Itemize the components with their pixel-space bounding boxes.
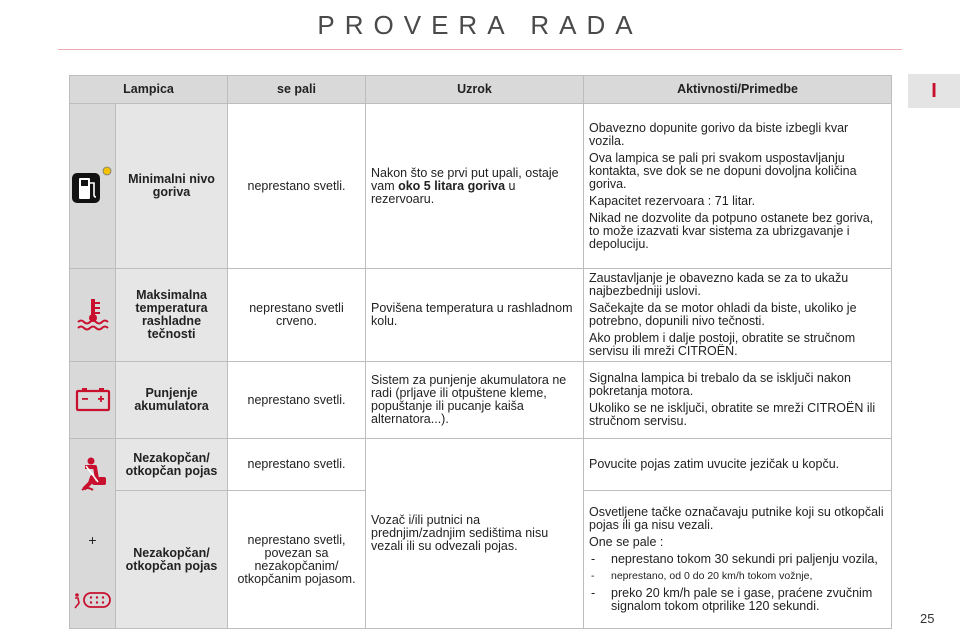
list-item: - neprestano tokom 30 sekundi pri paljenju vozila, [589, 553, 886, 566]
page-number: 25 [920, 611, 935, 626]
cause-text-end: u rezervoaru. [371, 178, 516, 206]
page-title: PROVERA RADA [317, 10, 643, 40]
lamp-when: neprestano svetli. [228, 439, 366, 491]
table-header-row [70, 76, 892, 104]
table-row [70, 269, 892, 362]
seatbelt-icon-cell [70, 439, 116, 629]
lamp-when: neprestano svetli. [228, 104, 366, 269]
action-paragraph: Obavezno dopunite gorivo da biste izbegli kvar vozila. [589, 120, 849, 148]
chapter-tab[interactable]: I [908, 74, 960, 108]
warning-lamps-table [69, 75, 892, 629]
coolant-icon-cell [70, 269, 116, 362]
table-row [70, 439, 892, 491]
seatbelt-icon [78, 457, 108, 491]
battery-icon-cell [70, 362, 116, 439]
action-paragraph: Sačekajte da se motor ohladi da biste, ukoliko je potrebno, dopunili nivo tečnosti. [589, 301, 857, 328]
action-paragraph: Signalna lampica bi trebalo da se isključi nakon pokretanja motora. [589, 371, 851, 398]
lamp-cause: Povišena temperatura u rashladnom kolu. [366, 269, 584, 362]
header-when: se pali [228, 76, 366, 104]
fuel-pump-icon [70, 165, 116, 205]
action-paragraph: Nikad ne dozvolite da potpuno ostanete bez goriva, to može izazvati kvar sistema za ubrizgavanje i depoluciju. [589, 210, 874, 251]
lamp-name: Nezakopčan/ otkopčan pojas [116, 439, 228, 491]
cause-text: Nakon što se prvi put upali, ostaje vam [371, 165, 559, 193]
plus-sign: + [88, 531, 97, 548]
lamp-cause: Sistem za punjenje akumulatora ne radi (prljave ili otpuštene kleme, popuštanje ili pucanje kaiša alternatora...). [366, 362, 584, 439]
lamp-when: neprestano svetli, povezan sa nezakopčanim/ otkopčanim pojasom. [228, 491, 366, 629]
lamp-cause [366, 104, 584, 269]
title-divider [58, 49, 902, 50]
header-lamp: Lampica [70, 76, 228, 104]
action-paragraph: One se pale : [589, 535, 664, 549]
coolant-temperature-icon [75, 297, 111, 331]
table-row [70, 362, 892, 439]
battery-icon [75, 386, 111, 412]
action-paragraph: Osvetljene tačke označavaju putnike koji su otkopčali pojas ili ga nisu vezali. [589, 505, 884, 532]
condition-list [589, 553, 886, 613]
lamp-when: neprestano svetli. [228, 362, 366, 439]
header-cause: Uzrok [366, 76, 584, 104]
lamp-actions [584, 104, 892, 269]
lamp-actions [584, 269, 892, 362]
action-paragraph: Kapacitet rezervoara : 71 litar. [589, 193, 756, 208]
lamp-actions [584, 491, 892, 629]
lamp-name: Maksimalna temperatura rashladne tečnosti [116, 269, 228, 362]
cause-bold-text: oko 5 litara goriva [398, 178, 506, 193]
list-item: - neprestano, od 0 do 20 km/h tokom vožnje, [589, 570, 886, 583]
lamp-name: Nezakopčan/ otkopčan pojas [116, 491, 228, 629]
fuel-icon-cell [70, 104, 116, 269]
lamp-cause: Vozač i/ili putnici na prednjim/zadnjim sedištima nisu vezali ili su odvezali pojas. [366, 439, 584, 629]
lamp-name: Minimalni nivo goriva [116, 104, 228, 269]
action-paragraph: Ova lampica se pali pri svakom uspostavljanju kontakta, sve dok se ne dopuni dovoljna količina goriva. [589, 150, 857, 191]
action-paragraph: Ako problem i dalje postoji, obratite se stručnom servisu ili mreži CITROËN. [589, 331, 856, 358]
table-row [70, 104, 892, 269]
lamp-name: Punjenje akumulatora [116, 362, 228, 439]
action-paragraph: Povucite pojas zatim uvucite jezičak u kopču. [589, 457, 840, 471]
lamp-when: neprestano svetli crveno. [228, 269, 366, 362]
action-paragraph: Zaustavljanje je obavezno kada se za to ukažu najbezbedniji uslovi. [589, 271, 849, 298]
action-paragraph: Ukoliko se ne isključi, obratite se mreži CITROËN ili stručnom servisu. [589, 401, 876, 428]
lamp-actions [584, 362, 892, 439]
lamp-actions [584, 439, 892, 491]
header-actions: Aktivnosti/Primedbe [584, 76, 892, 104]
list-item: - preko 20 km/h pale se i gase, praćene zvučnim signalom tokom otprilike 120 sekundi. [589, 587, 886, 613]
seatbelt-display-icon [73, 590, 113, 610]
